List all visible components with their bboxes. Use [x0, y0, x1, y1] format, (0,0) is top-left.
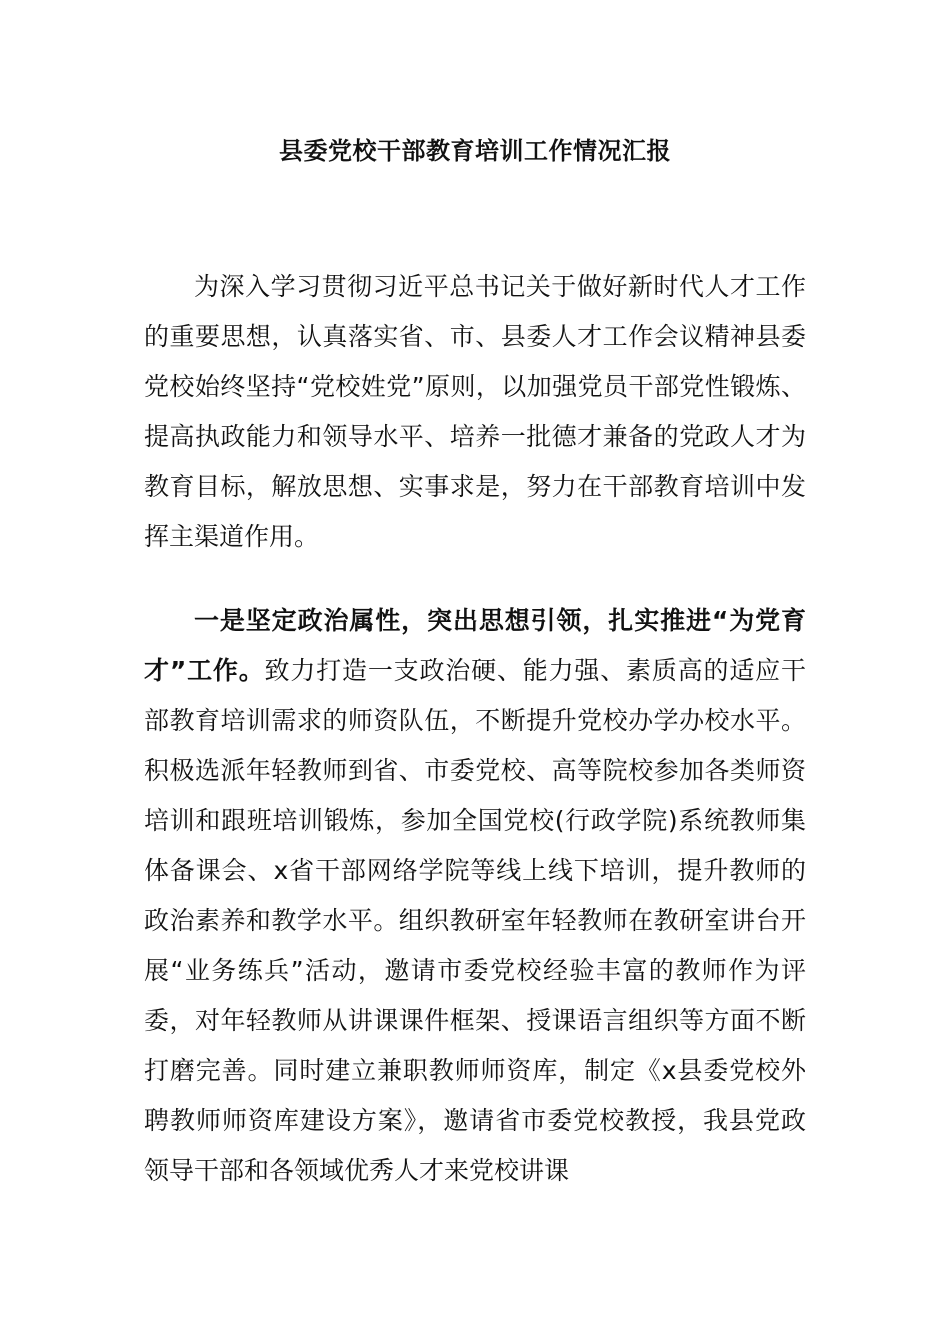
document-title: 县委党校干部教育培训工作情况汇报 [279, 137, 671, 165]
section-one-heading: 一是坚定政治属性，突出思想引领，扎实推进“为党育才”工作。 [144, 606, 806, 685]
section-one-body: 致力打造一支政治硬、能力强、素质高的适应干部教育培训需求的师资队伍，不断提升党校办学办校水平。积极选派年轻教师到省、市委党校、高等院校参加各类师资培训和跟班培训锻炼，参加全国党校(行政学院)系统教师集体备课会、x省干部网络学院等线上线下培训，提升教师的政治素养和教学水平。组织教研室年轻教师在教研室讲台开展“业务练兵”活动，邀请市委党校经验丰富的教师作为评委，对年轻教师从讲课课件框架、授课语言组织等方面不断打磨完善。同时建立兼职教师师资库，制定《x县委党校外聘教师师资库建设方案》，邀请省市委党校教授，我县党政领导干部和各领域优秀人才来党校讲课 [144, 656, 806, 1185]
section-one-paragraph [144, 596, 806, 1196]
intro-paragraph: 为深入学习贯彻习近平总书记关于做好新时代人才工作的重要思想，认真落实省、市、县委人才工作会议精神县委党校始终坚持“党校姓党”原则，以加强党员干部党性锻炼、提高执政能力和领导水平、培养一批德才兼备的党政人才为教育目标，解放思想、实事求是，努力在干部教育培训中发挥主渠道作用。 [144, 272, 806, 551]
